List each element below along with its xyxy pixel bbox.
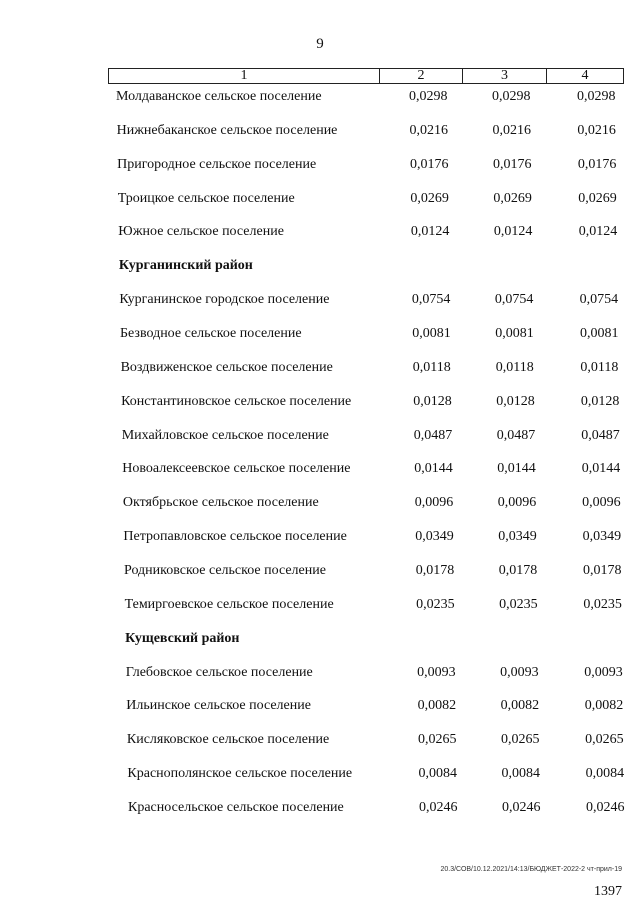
value-col-3: 0,0269 [493,190,532,206]
value-col-4: 0,0124 [578,224,618,240]
value-col-2: 0,0216 [409,122,448,138]
value-col-3: 0,0246 [502,799,541,815]
value-col-3: 0,0128 [496,393,535,409]
table-row [0,730,640,750]
value-col-3: 0,0298 [492,89,531,104]
table-row [0,527,640,547]
table-row [0,189,640,209]
table-row [0,426,640,446]
value-col-4: 0,0178 [583,562,622,578]
section-title: Кущевский район [125,630,240,646]
value-col-3: 0,0235 [499,596,538,612]
settlement-name: Пригородное сельское поселение [117,156,317,172]
value-col-4: 0,0487 [581,427,620,443]
settlement-name: Михайловское сельское поселение [121,427,329,443]
settlement-name: Нижнебаканское сельское поселение [116,122,338,138]
settlement-name: Октябрьское сельское поселение [122,495,319,511]
header-col-2: 2 [379,69,462,83]
value-col-4: 0,0265 [585,732,624,748]
value-col-3: 0,0081 [495,326,534,341]
header-col-3: 3 [462,69,546,83]
value-col-3: 0,0093 [500,664,539,680]
value-col-2: 0,0093 [417,664,456,680]
value-col-4: 0,0246 [586,799,625,815]
table-row [0,324,640,344]
value-col-3: 0,0124 [493,224,533,240]
value-col-2: 0,0118 [412,359,451,375]
value-col-2: 0,0349 [415,529,454,544]
value-col-4: 0,0096 [582,495,621,511]
section-title: Курганинский район [118,258,253,274]
value-col-4: 0,0235 [583,596,622,612]
value-col-2: 0,0265 [418,732,457,748]
table-row [0,459,640,479]
value-col-2: 0,0235 [416,596,455,612]
settlement-name: Родниковское сельское поселение [124,562,326,578]
table-row [0,663,640,683]
value-col-2: 0,0487 [413,427,453,443]
value-col-4: 0,0176 [577,156,617,172]
value-col-2: 0,0176 [410,156,449,172]
value-col-4: 0,0216 [577,122,616,138]
settlement-name: Красносельское сельское поселение [128,799,344,815]
settlement-name: Константиновское сельское поселение [121,393,352,409]
table-row [0,290,640,310]
value-col-3: 0,0144 [497,461,536,477]
value-col-3: 0,0084 [501,766,540,781]
table-row [0,222,640,242]
settlement-name: Новоалексеевское сельское поселение [122,461,351,477]
value-col-3: 0,0178 [498,562,538,578]
settlement-name: Курганинское городское поселение [119,292,330,308]
table-row [0,358,640,378]
table-row [0,696,640,716]
table-row [0,155,640,175]
value-col-4: 0,0754 [579,292,619,308]
value-col-2: 0,0081 [412,326,451,341]
settlement-name: Безводное сельское поселение [120,326,302,341]
value-col-2: 0,0246 [419,799,458,815]
value-col-3: 0,0265 [501,732,540,748]
value-col-2: 0,0124 [410,224,450,240]
table-row [0,595,640,615]
value-col-4: 0,0128 [580,393,620,409]
header-col-4: 4 [546,69,623,83]
value-col-3: 0,0754 [494,292,534,308]
value-col-4: 0,0349 [582,529,622,544]
value-col-2: 0,0178 [415,562,455,578]
table-row [0,764,640,784]
table-row [0,493,640,513]
settlement-name: Воздвиженское сельское поселение [120,359,333,375]
settlement-name: Южное сельское поселение [118,224,284,240]
value-col-4: 0,0298 [577,89,616,104]
value-col-2: 0,0128 [413,393,452,409]
settlement-name: Темиргоевское сельское поселение [124,596,334,612]
settlement-name: Краснополянское сельское поселение [127,766,353,781]
sheet-number: 1397 [594,884,622,899]
header-col-1: 1 [240,68,248,83]
value-col-4: 0,0081 [580,326,619,341]
value-col-2: 0,0298 [409,89,448,104]
value-col-3: 0,0349 [498,529,537,544]
value-col-3: 0,0096 [497,495,537,511]
value-col-2: 0,0144 [414,461,453,477]
value-col-3: 0,0082 [500,698,540,714]
settlement-name: Кисляковское сельское поселение [126,732,330,748]
value-col-4: 0,0084 [585,766,625,781]
section-row [0,629,640,649]
value-col-2: 0,0269 [410,190,449,206]
value-col-3: 0,0176 [493,156,532,172]
settlement-name: Ильинское сельское поселение [126,698,311,714]
section-row [0,256,640,276]
table-row [0,121,640,141]
value-col-2: 0,0084 [418,766,457,781]
value-col-3: 0,0118 [495,359,534,375]
value-col-4: 0,0269 [578,190,617,206]
document-code: 20.3/СОВ/10.12.2021/14:13/БЮДЖЕТ-2022-2 чт-прил-19 [440,866,622,873]
table-row [0,561,640,581]
settlement-name: Петропавловское сельское поселение [123,529,347,544]
value-col-3: 0,0487 [496,427,536,443]
page-number: 9 [316,36,324,52]
value-col-4: 0,0118 [580,359,619,375]
value-col-3: 0,0216 [492,122,531,138]
value-col-4: 0,0093 [584,664,623,680]
value-col-4: 0,0144 [581,461,621,477]
settlement-name: Молдаванское сельское поселение [116,89,322,104]
table-row [0,87,640,107]
table-row [0,798,640,818]
table-row [0,392,640,412]
value-col-2: 0,0754 [411,292,451,308]
value-col-2: 0,0096 [414,495,454,511]
settlement-name: Глебовское сельское поселение [125,664,313,680]
value-col-4: 0,0082 [584,698,624,714]
settlement-name: Троицкое сельское поселение [117,190,295,206]
value-col-2: 0,0082 [417,698,457,714]
